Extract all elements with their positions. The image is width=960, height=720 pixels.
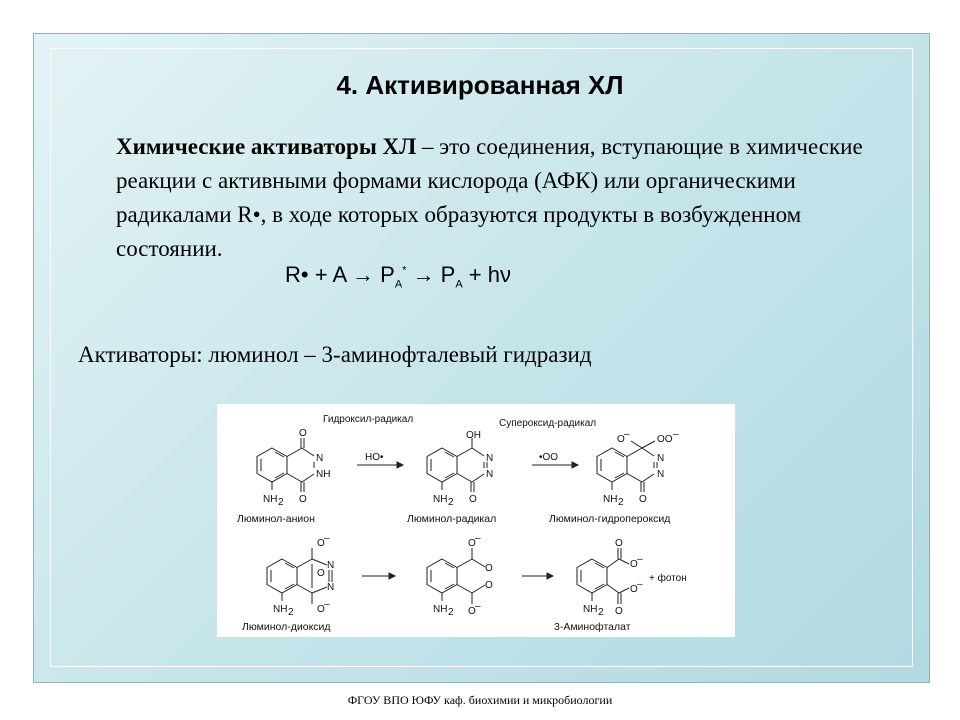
definition-body: – это соединения, вступающие в химические реакции с активными формами кислорода (АФК) или органическими радикалами R•, в ходе которых образуются продукты в возбужденном состоянии. — [116, 134, 863, 261]
scheme-svg — [217, 404, 735, 637]
atom-minus: – — [324, 599, 330, 610]
atom-minus: – — [475, 533, 481, 544]
atom-minus: – — [624, 429, 630, 440]
eq-middle: → P — [406, 262, 456, 287]
atom-nh2: NH — [433, 604, 448, 615]
atom-nh2-sub: 2 — [278, 497, 284, 508]
label-luminol-radical: Люминол-радикал — [407, 513, 497, 525]
atom-o-minus: O — [317, 604, 325, 615]
label-luminol-anion: Люминол-анион — [237, 513, 315, 525]
atom-minus: – — [637, 554, 643, 565]
atom-o: O — [299, 494, 307, 505]
atom-nh2-sub: 2 — [288, 607, 294, 618]
activators-line: Активаторы: люминол – 3-аминофталевый гидразид — [78, 342, 592, 367]
eq-right: + hν — [462, 262, 511, 287]
eq-sub-2: A — [455, 278, 463, 291]
atom-minus: – — [475, 601, 481, 612]
atom-n: N — [327, 560, 335, 571]
atom-n: N — [657, 469, 665, 480]
atom-nh2: NH — [603, 494, 618, 505]
atom-o: O — [485, 563, 493, 574]
atom-n: N — [486, 469, 494, 480]
atom-oo-minus: OO — [657, 434, 673, 445]
header-hydroxyl: Гидроксил-радикал — [323, 414, 414, 425]
slide-footer: ФГОУ ВПО ЮФУ каф. биохимии и микробиологии — [347, 693, 613, 707]
atom-o: O — [317, 568, 325, 579]
label-luminol-dioxide: Люминол-диоксид — [242, 621, 331, 633]
atom-nh2-sub: 2 — [448, 607, 454, 618]
atom-nh2: NH — [583, 604, 598, 615]
luminol-scheme — [217, 404, 735, 637]
luminol-hydroperoxide-structure — [597, 441, 657, 492]
atom-o: O — [485, 580, 493, 591]
label-aminophthalate: 3-Аминофталат — [554, 621, 631, 633]
atom-o: O — [639, 494, 647, 505]
luminol-radical-structure — [427, 438, 487, 492]
photon-label: + фотон — [649, 573, 687, 584]
atom-nh2-sub: 2 — [598, 607, 604, 618]
atom-nh2: NH — [273, 604, 288, 615]
atom-minus: – — [324, 533, 330, 544]
atom-nh2: NH — [433, 494, 448, 505]
atom-o: O — [615, 606, 623, 617]
definition-term: Химические активаторы ХЛ — [116, 134, 417, 159]
slide-title: 4. Активированная ХЛ — [336, 70, 624, 100]
atom-nh2: NH — [263, 494, 278, 505]
atom-n: N — [316, 453, 324, 464]
atom-n: N — [657, 453, 665, 464]
eq-sub-1: A — [394, 278, 403, 291]
atom-o-minus: O — [468, 538, 476, 549]
definition-paragraph — [116, 130, 876, 266]
luminol-anion-structure — [257, 438, 314, 492]
atom-n: N — [327, 582, 335, 593]
atom-o: O — [615, 538, 623, 549]
reagent-ho: HO• — [365, 452, 384, 463]
atom-o-minus: O — [317, 538, 325, 549]
eq-left: R• + A → P — [285, 262, 395, 287]
atom-o-minus: O — [617, 434, 625, 445]
atom-minus: – — [637, 579, 643, 590]
atom-o-minus: O — [630, 584, 638, 595]
atom-n: N — [486, 453, 494, 464]
atom-minus: – — [673, 429, 679, 440]
header-superoxide: Супероксид-радикал — [499, 418, 597, 429]
eq-sup-1: * — [402, 264, 407, 277]
atom-o: O — [299, 428, 307, 439]
label-luminol-hydroperoxide: Люминол-гидропероксид — [549, 513, 671, 525]
atom-o-minus: O — [468, 606, 476, 617]
reagent-oo: •OO — [539, 452, 559, 463]
atom-o-minus: O — [630, 559, 638, 570]
atom-oh: OH — [466, 430, 481, 441]
reaction-equation — [285, 262, 511, 290]
atom-nh2-sub: 2 — [448, 497, 454, 508]
atom-o: O — [469, 494, 477, 505]
atom-nh: NH — [316, 469, 331, 480]
aminophthalate-structure — [577, 548, 629, 604]
atom-nh2-sub: 2 — [618, 497, 624, 508]
endoperoxide-structure — [427, 548, 485, 604]
